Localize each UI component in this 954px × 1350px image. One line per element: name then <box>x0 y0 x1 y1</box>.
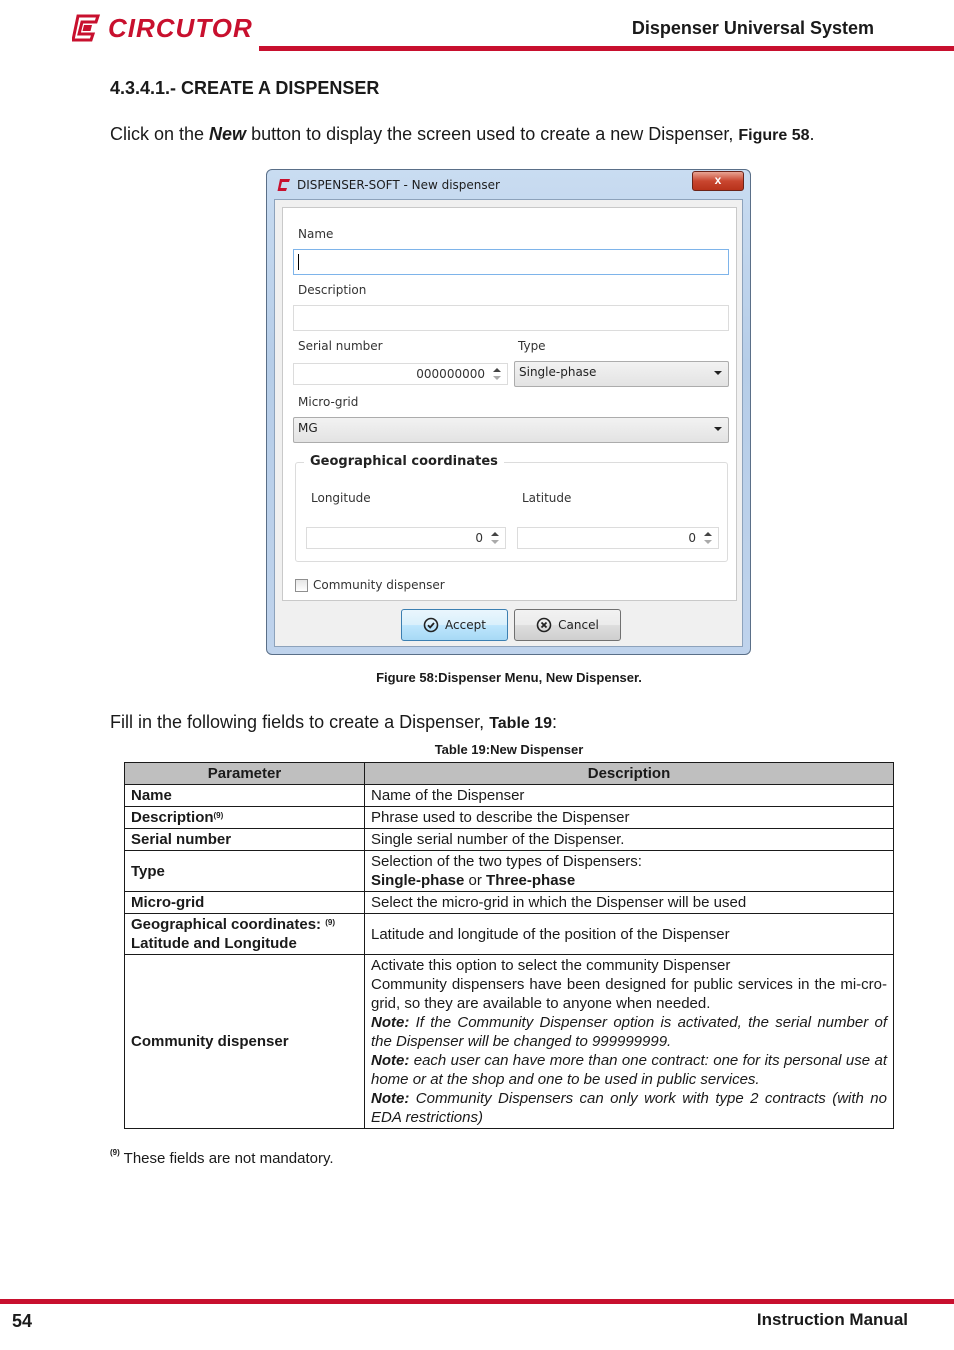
close-icon: x <box>714 173 722 187</box>
stepper-down-icon[interactable] <box>493 376 501 380</box>
desc-line: Selection of the two types of Dispensers: <box>371 853 642 870</box>
table-row <box>125 892 894 914</box>
desc-cell: Latitude and longitude of the position of the Dispenser <box>365 914 894 955</box>
note-label: Note: <box>371 1014 410 1031</box>
microgrid-value: MG <box>298 421 318 435</box>
param-cell: Type <box>125 851 365 892</box>
param-cell: Serial number <box>125 829 365 851</box>
param-cell: Micro-grid <box>125 892 365 914</box>
latitude-label: Latitude <box>522 491 572 505</box>
param-text: Geographical coordinates: <box>131 916 326 933</box>
chevron-down-icon <box>714 427 722 431</box>
type-value: Single-phase <box>519 365 597 379</box>
desc-line: Activate this option to select the community Dispenser <box>371 957 731 974</box>
stepper-down-icon[interactable] <box>491 540 499 544</box>
stepper-up-icon[interactable] <box>491 532 499 536</box>
footer-title: Instruction Manual <box>756 1310 908 1329</box>
desc-line: Community dispensers have been designed for public services in the mi-cro-grid, so they are available to anyone when needed. <box>371 976 887 1012</box>
new-dispenser-dialog <box>266 169 751 655</box>
latitude-value: 0 <box>688 531 696 545</box>
fill-suffix: : <box>552 712 558 732</box>
table-row <box>125 851 894 892</box>
intro-prefix: Click on the <box>110 124 210 144</box>
desc-cell: Single serial number of the Dispenser. <box>365 829 894 851</box>
param-cell <box>125 807 365 829</box>
serial-label: Serial number <box>298 339 383 353</box>
or-text: or <box>464 872 487 889</box>
table-reference: Table 19 <box>489 715 553 732</box>
close-button[interactable] <box>692 171 744 191</box>
intro-middle: button to display the screen used to create a new Dispenser, <box>246 124 739 144</box>
latitude-stepper[interactable] <box>517 527 719 549</box>
param-cell: Community dispenser <box>125 955 365 1129</box>
note <box>371 1013 887 1051</box>
desc-cell <box>365 955 894 1129</box>
note-text: If the Community Dispenser option is activated, the serial number of the Dispenser will be changed to 999999999. <box>371 1014 887 1050</box>
figure-caption: Figure 58:Dispenser Menu, New Dispenser. <box>376 670 642 685</box>
intro-paragraph <box>110 124 815 145</box>
stepper-down-icon[interactable] <box>704 540 712 544</box>
note-label: Note: <box>371 1052 410 1069</box>
table-row <box>125 807 894 829</box>
accept-label: Accept <box>445 618 486 632</box>
microgrid-label: Micro-grid <box>298 395 359 409</box>
brand-name: CIRCUTOR <box>108 12 253 43</box>
footnote-text: These fields are not mandatory. <box>119 1150 334 1167</box>
cancel-circle-icon <box>536 617 552 633</box>
longitude-label: Longitude <box>311 491 371 505</box>
param-text: Description <box>131 809 214 826</box>
param-line <box>131 915 358 934</box>
description-label: Description <box>298 283 367 297</box>
cancel-button[interactable] <box>514 609 621 641</box>
page-number: 54 <box>12 1311 33 1331</box>
note <box>371 1051 887 1089</box>
geo-title: Geographical coordinates <box>304 454 504 469</box>
footer-rule <box>0 1299 954 1304</box>
dialog-client <box>274 199 743 647</box>
longitude-value: 0 <box>475 531 483 545</box>
stepper-up-icon[interactable] <box>493 368 501 372</box>
brand-logo <box>72 12 253 44</box>
stepper-up-icon[interactable] <box>704 532 712 536</box>
fill-prefix: Fill in the following fields to create a Dispenser, <box>110 712 490 732</box>
parameters-table <box>124 762 894 1129</box>
type-option: Three-phase <box>486 872 576 889</box>
desc-cell <box>365 851 894 892</box>
param-line: Latitude and Longitude <box>131 935 297 952</box>
desc-cell: Phrase used to describe the Dispenser <box>365 807 894 829</box>
form-panel <box>282 207 737 601</box>
name-input[interactable] <box>293 249 729 275</box>
table-header-row <box>125 763 894 785</box>
geo-coordinates-group <box>295 454 728 562</box>
desc-line <box>371 871 887 890</box>
header-rule <box>259 46 954 51</box>
table-header: Parameter <box>125 763 365 785</box>
check-circle-icon <box>423 617 439 633</box>
type-label: Type <box>518 339 546 353</box>
footnote-mark: (9) <box>110 1148 120 1157</box>
note <box>371 1089 887 1127</box>
param-cell: Name <box>125 785 365 807</box>
section-title: 4.3.4.1.- CREATE A DISPENSER <box>110 78 380 98</box>
intro-new-word: New <box>209 124 247 144</box>
serial-number-stepper[interactable] <box>293 363 508 385</box>
footnote-mark: (9) <box>213 811 224 820</box>
footnote-mark: (9) <box>325 918 335 927</box>
figure-reference: Figure 58 <box>738 127 810 144</box>
longitude-stepper[interactable] <box>306 527 506 549</box>
table-row <box>125 829 894 851</box>
param-cell <box>125 914 365 955</box>
dialog-title: DISPENSER-SOFT - New dispenser <box>297 178 500 192</box>
name-label: Name <box>298 227 334 241</box>
fill-paragraph <box>110 712 557 733</box>
app-icon <box>277 178 291 192</box>
table-header: Description <box>365 763 894 785</box>
note-text: Community Dispensers can only work with type 2 contracts (with no EDA restrictions) <box>371 1090 887 1126</box>
note-text: each user can have more than one contract: one for its personal use at home or at the shop and one to be used in public services. <box>371 1052 887 1088</box>
accept-button[interactable] <box>401 609 508 641</box>
table-caption: Table 19:New Dispenser <box>434 742 584 757</box>
chevron-down-icon <box>714 371 722 375</box>
desc-cell: Name of the Dispenser <box>365 785 894 807</box>
note-label: Note: <box>371 1090 410 1107</box>
intro-suffix: . <box>809 124 815 144</box>
cancel-label: Cancel <box>558 618 599 632</box>
header-title: Dispenser Universal System <box>631 18 874 38</box>
footnote <box>110 1150 334 1167</box>
checkbox-box[interactable] <box>295 579 308 592</box>
community-checkbox[interactable] <box>295 578 445 592</box>
community-label: Community dispenser <box>313 578 445 592</box>
table-row <box>125 914 894 955</box>
serial-value: 000000000 <box>416 367 485 381</box>
description-input[interactable] <box>293 305 729 331</box>
table-row <box>125 955 894 1129</box>
type-select[interactable] <box>514 361 729 387</box>
text-cursor <box>298 254 299 270</box>
desc-cell: Select the micro-grid in which the Dispenser will be used <box>365 892 894 914</box>
table-row <box>125 785 894 807</box>
circutor-logo-icon <box>72 13 102 43</box>
type-option: Single-phase <box>371 872 465 889</box>
microgrid-select[interactable] <box>293 417 729 443</box>
